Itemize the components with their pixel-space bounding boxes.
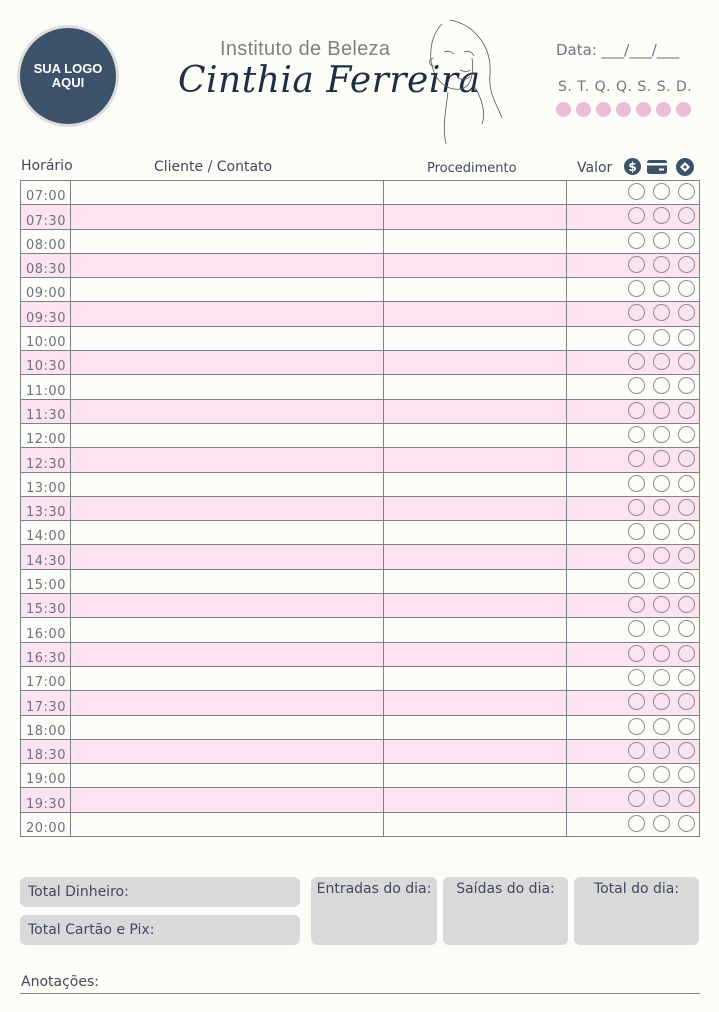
client-cell[interactable] <box>71 545 384 569</box>
cash-checkbox[interactable] <box>628 402 645 419</box>
cash-checkbox[interactable] <box>628 426 645 443</box>
procedure-cell[interactable] <box>384 739 567 763</box>
procedure-cell[interactable] <box>384 691 567 715</box>
value-cell[interactable] <box>567 739 700 763</box>
pix-icon <box>676 158 694 176</box>
card-checkbox[interactable] <box>653 766 670 783</box>
procedure-cell[interactable] <box>384 715 567 739</box>
procedure-cell[interactable] <box>384 594 567 618</box>
procedure-cell[interactable] <box>384 253 567 277</box>
weekday-dot-sat[interactable] <box>656 102 671 117</box>
cash-checkbox[interactable] <box>628 645 645 662</box>
card-checkbox[interactable] <box>653 499 670 516</box>
time-cell: 11:30 <box>21 399 71 423</box>
card-icon <box>647 160 667 174</box>
client-cell[interactable] <box>71 448 384 472</box>
card-checkbox[interactable] <box>653 377 670 394</box>
time-cell: 07:00 <box>21 181 71 205</box>
payment-options <box>628 256 695 273</box>
card-checkbox[interactable] <box>653 718 670 735</box>
time-cell: 11:00 <box>21 375 71 399</box>
cash-checkbox[interactable] <box>628 669 645 686</box>
time-cell: 09:30 <box>21 302 71 326</box>
procedure-cell[interactable] <box>384 229 567 253</box>
value-cell[interactable] <box>567 618 700 642</box>
cash-checkbox[interactable] <box>628 572 645 589</box>
value-cell[interactable] <box>567 229 700 253</box>
table-row <box>21 594 700 618</box>
time-cell: 16:30 <box>21 642 71 666</box>
time-cell: 14:30 <box>21 545 71 569</box>
date-field[interactable]: Data: ___/___/___ <box>556 41 680 59</box>
pix-checkbox[interactable] <box>678 450 695 467</box>
weekday-selector <box>556 102 691 117</box>
column-header-client: Cliente / Contato <box>154 159 273 175</box>
procedure-cell[interactable] <box>384 375 567 399</box>
weekday-dot-mon[interactable] <box>556 102 571 117</box>
weekday-dot-wed[interactable] <box>596 102 611 117</box>
daily-income-label: Entradas do dia: <box>316 881 432 897</box>
time-cell: 10:00 <box>21 326 71 350</box>
pix-checkbox[interactable] <box>678 304 695 321</box>
value-cell[interactable] <box>567 691 700 715</box>
client-cell[interactable] <box>71 642 384 666</box>
pix-checkbox[interactable] <box>678 426 695 443</box>
pix-checkbox[interactable] <box>678 499 695 516</box>
time-cell: 17:30 <box>21 691 71 715</box>
time-cell: 15:00 <box>21 569 71 593</box>
card-checkbox[interactable] <box>653 183 670 200</box>
card-checkbox[interactable] <box>653 620 670 637</box>
table-row <box>21 205 700 229</box>
pix-checkbox[interactable] <box>678 475 695 492</box>
card-checkbox[interactable] <box>653 329 670 346</box>
pix-checkbox[interactable] <box>678 232 695 249</box>
table-row <box>21 472 700 496</box>
card-checkbox[interactable] <box>653 304 670 321</box>
card-checkbox[interactable] <box>653 815 670 832</box>
table-row <box>21 545 700 569</box>
procedure-cell[interactable] <box>384 764 567 788</box>
payment-options <box>628 304 695 321</box>
client-cell[interactable] <box>71 351 384 375</box>
logo-text-line1: SUA LOGO <box>33 61 103 76</box>
logo-placeholder <box>17 25 119 127</box>
pix-checkbox[interactable] <box>678 353 695 370</box>
table-row <box>21 715 700 739</box>
cash-checkbox[interactable] <box>628 450 645 467</box>
procedure-cell[interactable] <box>384 472 567 496</box>
payment-options <box>628 815 695 832</box>
procedure-cell[interactable] <box>384 788 567 812</box>
client-cell[interactable] <box>71 594 384 618</box>
card-checkbox[interactable] <box>653 572 670 589</box>
value-cell[interactable] <box>567 812 700 836</box>
procedure-cell[interactable] <box>384 496 567 520</box>
total-cash-field[interactable] <box>20 877 300 907</box>
payment-options <box>628 547 695 564</box>
value-cell[interactable] <box>567 715 700 739</box>
payment-options <box>628 183 695 200</box>
table-row <box>21 253 700 277</box>
client-cell[interactable] <box>71 569 384 593</box>
value-cell[interactable] <box>567 326 700 350</box>
payment-options <box>628 232 695 249</box>
daily-total-label: Total do dia: <box>593 881 680 897</box>
client-cell[interactable] <box>71 666 384 690</box>
cash-checkbox[interactable] <box>628 256 645 273</box>
card-checkbox[interactable] <box>653 207 670 224</box>
client-cell[interactable] <box>71 618 384 642</box>
payment-options <box>628 450 695 467</box>
procedure-cell[interactable] <box>384 423 567 447</box>
time-cell: 18:00 <box>21 715 71 739</box>
cash-checkbox[interactable] <box>628 790 645 807</box>
procedure-cell[interactable] <box>384 642 567 666</box>
pix-checkbox[interactable] <box>678 402 695 419</box>
client-cell[interactable] <box>71 326 384 350</box>
procedure-cell[interactable] <box>384 351 567 375</box>
client-cell[interactable] <box>71 521 384 545</box>
cash-checkbox[interactable] <box>628 280 645 297</box>
client-cell[interactable] <box>71 423 384 447</box>
logo-text-line2: AQUI <box>51 75 85 90</box>
time-cell: 18:30 <box>21 739 71 763</box>
value-cell[interactable] <box>567 521 700 545</box>
time-cell: 13:30 <box>21 496 71 520</box>
table-row <box>21 326 700 350</box>
table-row <box>21 399 700 423</box>
procedure-cell[interactable] <box>384 326 567 350</box>
column-header-time: Horário <box>21 158 73 174</box>
procedure-cell[interactable] <box>384 521 567 545</box>
daily-expenses-field[interactable] <box>443 877 568 945</box>
card-checkbox[interactable] <box>653 280 670 297</box>
column-header-value: Valor <box>577 160 613 176</box>
payment-options <box>628 353 695 370</box>
pix-checkbox[interactable] <box>678 693 695 710</box>
payment-options <box>628 402 695 419</box>
payment-options <box>628 645 695 662</box>
pix-checkbox[interactable] <box>678 645 695 662</box>
time-cell: 12:00 <box>21 423 71 447</box>
pix-checkbox[interactable] <box>678 596 695 613</box>
procedure-cell[interactable] <box>384 569 567 593</box>
pix-checkbox[interactable] <box>678 523 695 540</box>
weekday-dot-sun[interactable] <box>676 102 691 117</box>
column-header-procedure: Procedimento <box>427 161 517 176</box>
payment-options <box>628 620 695 637</box>
table-row <box>21 788 700 812</box>
cash-checkbox[interactable] <box>628 742 645 759</box>
table-row <box>21 448 700 472</box>
procedure-cell[interactable] <box>384 448 567 472</box>
pix-checkbox[interactable] <box>678 669 695 686</box>
client-cell[interactable] <box>71 229 384 253</box>
pix-checkbox[interactable] <box>678 572 695 589</box>
table-row <box>21 618 700 642</box>
client-cell[interactable] <box>71 496 384 520</box>
time-cell: 19:30 <box>21 788 71 812</box>
time-cell: 17:00 <box>21 666 71 690</box>
weekday-dot-thu[interactable] <box>616 102 631 117</box>
cash-icon <box>624 158 641 175</box>
payment-options <box>628 766 695 783</box>
cash-checkbox[interactable] <box>628 304 645 321</box>
value-cell[interactable] <box>567 642 700 666</box>
pix-checkbox[interactable] <box>678 742 695 759</box>
pix-checkbox[interactable] <box>678 547 695 564</box>
time-cell: 07:30 <box>21 205 71 229</box>
cash-checkbox[interactable] <box>628 475 645 492</box>
payment-options <box>628 669 695 686</box>
pix-checkbox[interactable] <box>678 280 695 297</box>
procedure-cell[interactable] <box>384 399 567 423</box>
schedule-table <box>20 180 700 837</box>
card-checkbox[interactable] <box>653 669 670 686</box>
table-row <box>21 351 700 375</box>
card-checkbox[interactable] <box>653 450 670 467</box>
time-cell: 15:30 <box>21 594 71 618</box>
cash-checkbox[interactable] <box>628 207 645 224</box>
card-checkbox[interactable] <box>653 645 670 662</box>
cash-checkbox[interactable] <box>628 596 645 613</box>
value-cell[interactable] <box>567 545 700 569</box>
value-cell[interactable] <box>567 351 700 375</box>
payment-options <box>628 426 695 443</box>
table-row <box>21 642 700 666</box>
table-row <box>21 302 700 326</box>
payment-options <box>628 572 695 589</box>
cash-checkbox[interactable] <box>628 693 645 710</box>
value-cell[interactable] <box>567 181 700 205</box>
cash-checkbox[interactable] <box>628 377 645 394</box>
table-row <box>21 666 700 690</box>
payment-options <box>628 718 695 735</box>
procedure-cell[interactable] <box>384 545 567 569</box>
client-cell[interactable] <box>71 399 384 423</box>
card-checkbox[interactable] <box>653 547 670 564</box>
total-card-pix-label: Total Cartão e Pix: <box>28 922 155 938</box>
client-cell[interactable] <box>71 205 384 229</box>
card-checkbox[interactable] <box>653 232 670 249</box>
cash-checkbox[interactable] <box>628 329 645 346</box>
procedure-cell[interactable] <box>384 666 567 690</box>
value-cell[interactable] <box>567 205 700 229</box>
time-cell: 16:00 <box>21 618 71 642</box>
procedure-cell[interactable] <box>384 181 567 205</box>
table-row <box>21 181 700 205</box>
client-cell[interactable] <box>71 812 384 836</box>
payment-options <box>628 475 695 492</box>
cash-checkbox[interactable] <box>628 766 645 783</box>
time-cell: 14:00 <box>21 521 71 545</box>
table-row <box>21 229 700 253</box>
client-cell[interactable] <box>71 375 384 399</box>
value-cell[interactable] <box>567 764 700 788</box>
table-row <box>21 375 700 399</box>
value-cell[interactable] <box>567 788 700 812</box>
notes-label: Anotações: <box>21 974 99 990</box>
time-cell: 08:30 <box>21 253 71 277</box>
table-row <box>21 278 700 302</box>
time-cell: 09:00 <box>21 278 71 302</box>
business-subtitle: Instituto de Beleza <box>220 38 391 60</box>
client-cell[interactable] <box>71 302 384 326</box>
payment-options <box>628 280 695 297</box>
value-cell[interactable] <box>567 423 700 447</box>
card-checkbox[interactable] <box>653 523 670 540</box>
table-row <box>21 812 700 836</box>
value-cell[interactable] <box>567 399 700 423</box>
value-cell[interactable] <box>567 472 700 496</box>
time-cell: 13:00 <box>21 472 71 496</box>
table-row <box>21 691 700 715</box>
notes-line[interactable] <box>20 993 700 994</box>
cash-checkbox[interactable] <box>628 353 645 370</box>
weekday-dot-tue[interactable] <box>576 102 591 117</box>
procedure-cell[interactable] <box>384 618 567 642</box>
card-checkbox[interactable] <box>653 475 670 492</box>
table-row <box>21 521 700 545</box>
card-checkbox[interactable] <box>653 426 670 443</box>
value-cell[interactable] <box>567 448 700 472</box>
total-card-pix-field[interactable] <box>20 915 300 945</box>
payment-options <box>628 523 695 540</box>
value-cell[interactable] <box>567 496 700 520</box>
cash-checkbox[interactable] <box>628 523 645 540</box>
cash-checkbox[interactable] <box>628 547 645 564</box>
daily-expenses-label: Saídas do dia: <box>456 881 555 897</box>
client-cell[interactable] <box>71 691 384 715</box>
card-checkbox[interactable] <box>653 402 670 419</box>
cash-checkbox[interactable] <box>628 183 645 200</box>
value-cell[interactable] <box>567 594 700 618</box>
value-cell[interactable] <box>567 569 700 593</box>
payment-options <box>628 207 695 224</box>
card-checkbox[interactable] <box>653 353 670 370</box>
value-cell[interactable] <box>567 666 700 690</box>
pix-checkbox[interactable] <box>678 620 695 637</box>
payment-options <box>628 790 695 807</box>
weekday-labels: S. T. Q. Q. S. S. D. <box>558 79 693 95</box>
pix-checkbox[interactable] <box>678 766 695 783</box>
card-checkbox[interactable] <box>653 596 670 613</box>
table-row <box>21 496 700 520</box>
payment-options <box>628 499 695 516</box>
value-cell[interactable] <box>567 302 700 326</box>
card-checkbox[interactable] <box>653 742 670 759</box>
payment-options <box>628 693 695 710</box>
payment-options <box>628 329 695 346</box>
cash-checkbox[interactable] <box>628 718 645 735</box>
cash-checkbox[interactable] <box>628 620 645 637</box>
client-cell[interactable] <box>71 788 384 812</box>
total-cash-label: Total Dinheiro: <box>28 884 129 900</box>
client-cell[interactable] <box>71 253 384 277</box>
pix-checkbox[interactable] <box>678 256 695 273</box>
face-illustration-icon <box>412 14 512 146</box>
pix-checkbox[interactable] <box>678 718 695 735</box>
time-cell: 19:00 <box>21 764 71 788</box>
client-cell[interactable] <box>71 472 384 496</box>
card-checkbox[interactable] <box>653 693 670 710</box>
client-cell[interactable] <box>71 181 384 205</box>
client-cell[interactable] <box>71 739 384 763</box>
procedure-cell[interactable] <box>384 278 567 302</box>
procedure-cell[interactable] <box>384 812 567 836</box>
cash-checkbox[interactable] <box>628 815 645 832</box>
procedure-cell[interactable] <box>384 205 567 229</box>
cash-checkbox[interactable] <box>628 499 645 516</box>
pix-checkbox[interactable] <box>678 815 695 832</box>
client-cell[interactable] <box>71 715 384 739</box>
payment-options <box>628 377 695 394</box>
pix-checkbox[interactable] <box>678 790 695 807</box>
table-row <box>21 423 700 447</box>
card-checkbox[interactable] <box>653 256 670 273</box>
time-cell: 08:00 <box>21 229 71 253</box>
cash-checkbox[interactable] <box>628 232 645 249</box>
table-row <box>21 739 700 763</box>
svg-text:$: $ <box>628 160 637 174</box>
client-cell[interactable] <box>71 278 384 302</box>
payment-options <box>628 596 695 613</box>
value-cell[interactable] <box>567 253 700 277</box>
time-cell: 12:30 <box>21 448 71 472</box>
table-row <box>21 569 700 593</box>
pix-checkbox[interactable] <box>678 183 695 200</box>
daily-income-field[interactable] <box>311 877 437 945</box>
weekday-dot-fri[interactable] <box>636 102 651 117</box>
value-cell[interactable] <box>567 375 700 399</box>
pix-checkbox[interactable] <box>678 207 695 224</box>
table-row <box>21 764 700 788</box>
pix-checkbox[interactable] <box>678 329 695 346</box>
value-cell[interactable] <box>567 278 700 302</box>
time-cell: 20:00 <box>21 812 71 836</box>
card-checkbox[interactable] <box>653 790 670 807</box>
pix-checkbox[interactable] <box>678 377 695 394</box>
payment-options <box>628 742 695 759</box>
daily-total-field[interactable] <box>574 877 699 945</box>
procedure-cell[interactable] <box>384 302 567 326</box>
time-cell: 10:30 <box>21 351 71 375</box>
business-title: Cinthia Ferreira <box>178 60 481 101</box>
client-cell[interactable] <box>71 764 384 788</box>
